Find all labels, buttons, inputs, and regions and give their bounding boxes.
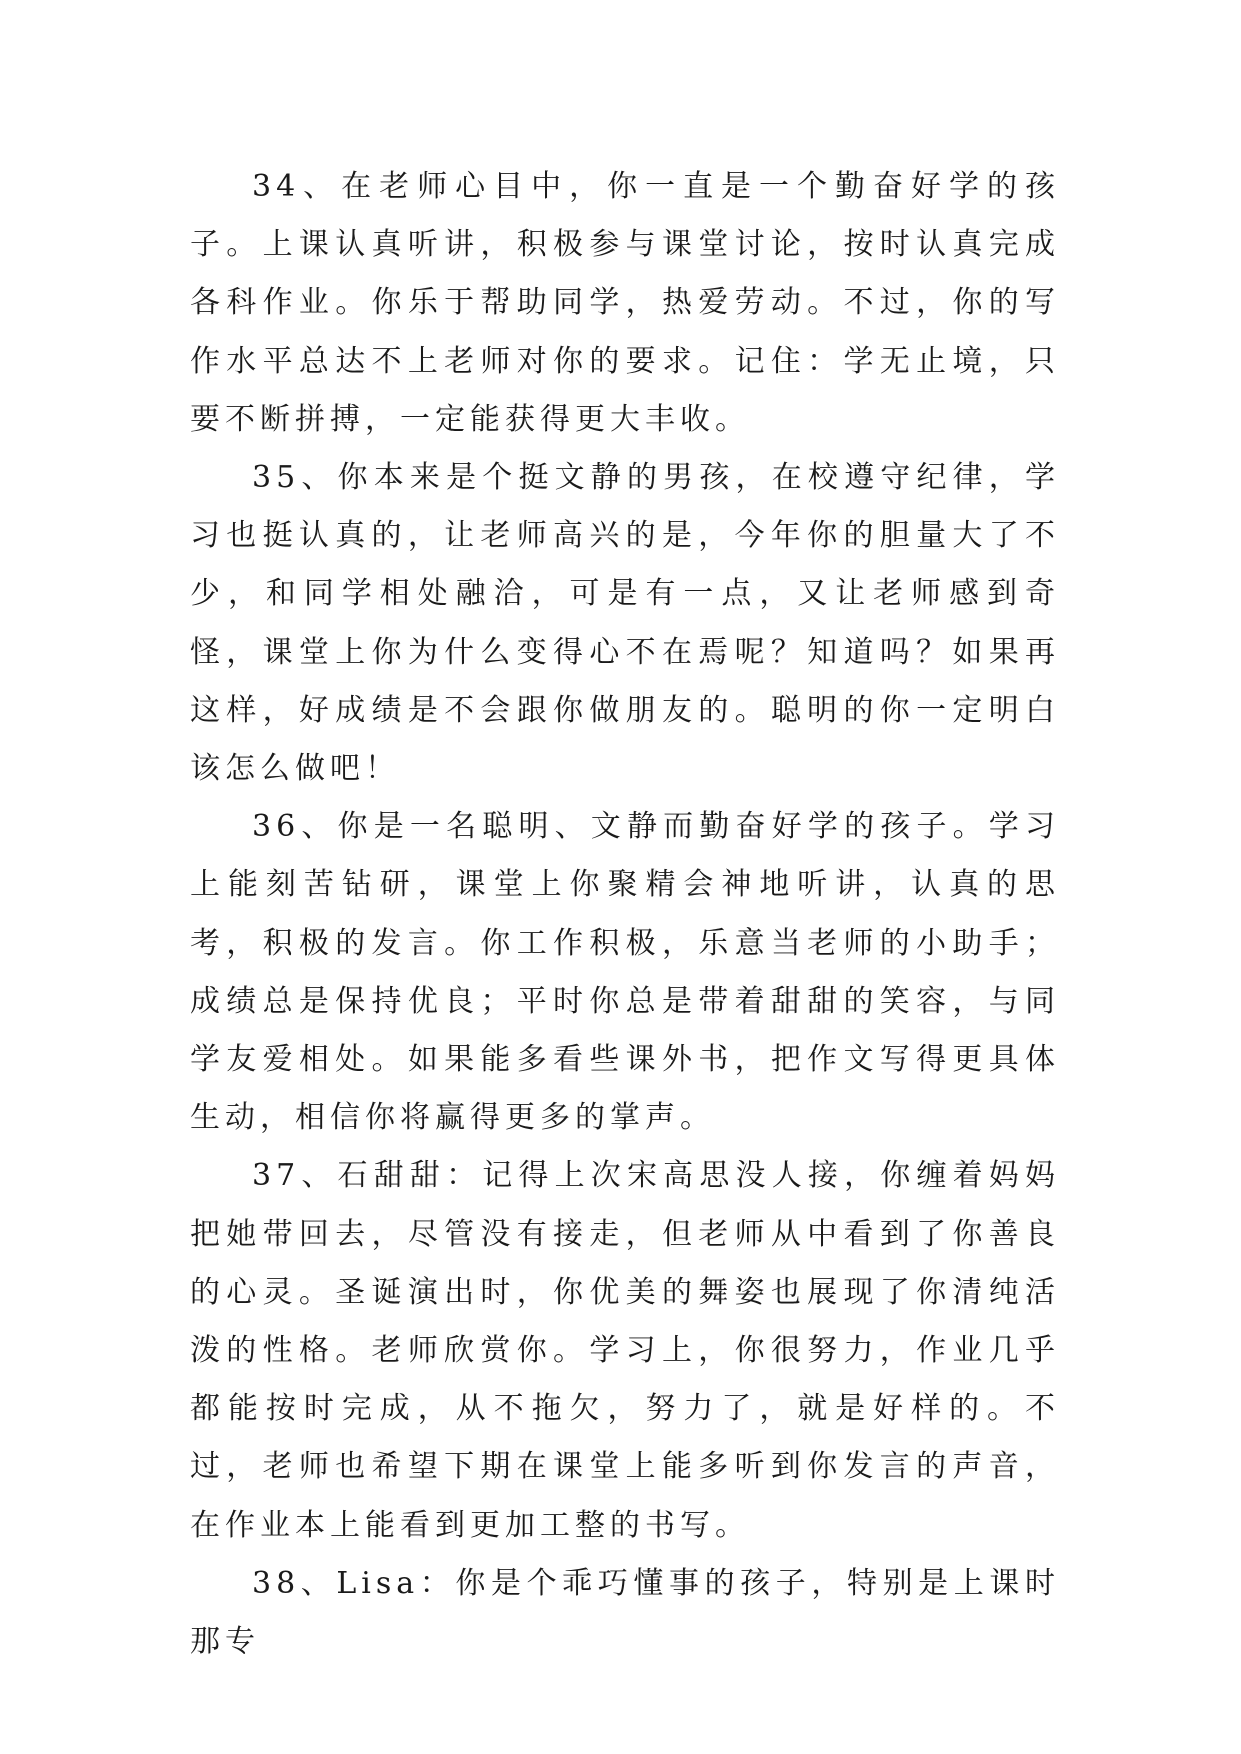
- paragraph-34: 34、在老师心目中，你一直是一个勤奋好学的孩子。上课认真听讲，积极参与课堂讨论，按时认真完成各科作业。你乐于帮助同学，热爱劳动。不过，你的写作水平总达不上老师对你的要求。记住：学无止境，只要不断拼搏，一定能获得更大丰收。: [190, 169, 1060, 437]
- paragraph-35: 35、你本来是个挺文静的男孩，在校遵守纪律，学习也挺认真的，让老师高兴的是，今年你的胆量大了不少，和同学相处融洽，可是有一点，又让老师感到奇怪，课堂上你为什么变得心不在焉呢？知道吗？如果再这样，好成绩是不会跟你做朋友的。聪明的你一定明白该怎么做吧！: [190, 460, 1060, 787]
- document-body: [190, 158, 1060, 1671]
- paragraph-37: 37、石甜甜：记得上次宋高思没人接，你缠着妈妈把她带回去，尽管没有接走，但老师从中看到了你善良的心灵。圣诞演出时，你优美的舞姿也展现了你清纯活泼的性格。老师欣赏你。学习上，你很努力，作业几乎都能按时完成，从不拖欠，努力了，就是好样的。不过，老师也希望下期在课堂上能多听到你发言的声音，在作业本上能看到更加工整的书写。: [190, 1158, 1060, 1543]
- paragraph-38: 38、Lisa：你是个乖巧懂事的孩子，特别是上课时那专: [190, 1565, 1060, 1660]
- paragraph-36: 36、你是一名聪明、文静而勤奋好学的孩子。学习上能刻苦钻研，课堂上你聚精会神地听讲，认真的思考，积极的发言。你工作积极，乐意当老师的小助手；成绩总是保持优良；平时你总是带着甜甜的笑容，与同学友爱相处。如果能多看些课外书，把作文写得更具体生动，相信你将赢得更多的掌声。: [190, 809, 1060, 1136]
